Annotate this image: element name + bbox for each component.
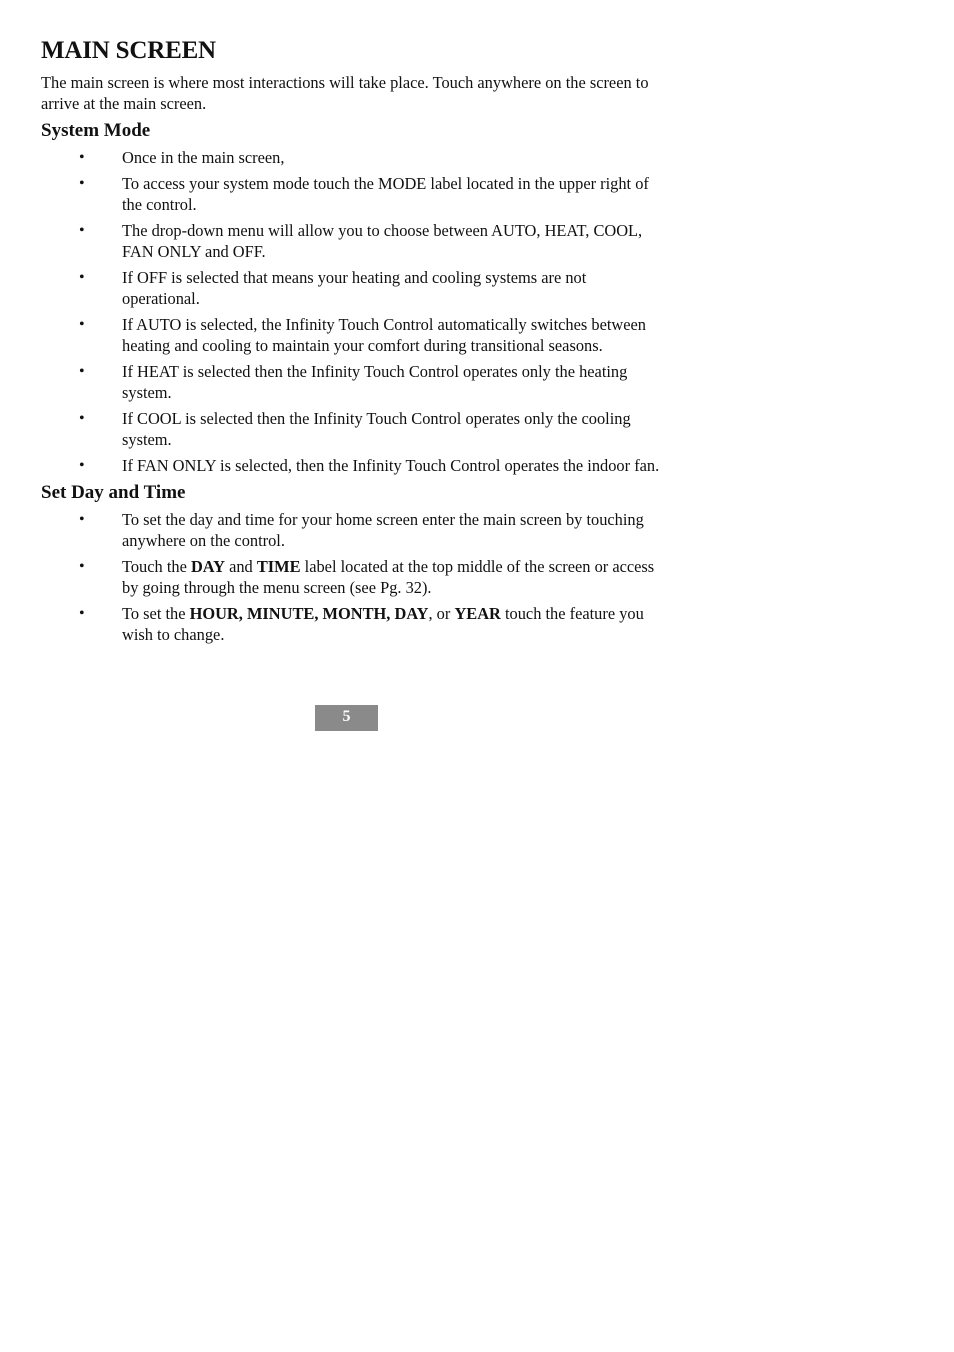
list-item-text: To set the day and time for your home screen enter the main screen by touching anywhere on the control. bbox=[122, 510, 644, 550]
list-item bbox=[41, 267, 661, 309]
list-item-text: If COOL is selected then the Infinity Touch Control operates only the cooling system. bbox=[122, 409, 631, 449]
list-item bbox=[41, 408, 661, 450]
intro-paragraph: The main screen is where most interactions will take place. Touch anywhere on the screen to arrive at the main screen. bbox=[41, 73, 649, 113]
list-item bbox=[41, 455, 661, 476]
list-item-text bbox=[122, 557, 654, 597]
bold-time: TIME bbox=[256, 557, 301, 576]
system-mode-list bbox=[41, 147, 661, 476]
bullet-icon: • bbox=[79, 316, 85, 333]
list-item bbox=[41, 173, 661, 215]
text-run: label located at the top middle of the screen or access by going through the menu screen (see Pg. 32). bbox=[122, 557, 655, 597]
text-run: Touch the bbox=[122, 557, 191, 576]
bold-fields: HOUR, MINUTE, MONTH, DAY bbox=[189, 604, 429, 623]
list-item-text: If AUTO is selected, the Infinity Touch Control automatically switches between heating and cooling to maintain your comfort during transitional seasons. bbox=[122, 315, 646, 355]
bullet-icon: • bbox=[79, 269, 85, 286]
text-run: , or bbox=[428, 604, 455, 623]
list-item bbox=[41, 556, 661, 598]
bullet-icon: • bbox=[79, 605, 85, 622]
set-day-time-list bbox=[41, 509, 661, 645]
bold-year: YEAR bbox=[454, 604, 501, 623]
section-heading-system-mode: System Mode bbox=[41, 120, 151, 141]
bullet-icon: • bbox=[79, 175, 85, 192]
page-number-badge: 5 bbox=[315, 705, 378, 731]
document-page bbox=[41, 36, 661, 650]
list-item-text: The drop-down menu will allow you to choose between AUTO, HEAT, COOL, FAN ONLY and OFF. bbox=[122, 221, 643, 261]
list-item-text bbox=[122, 604, 644, 644]
list-item-text: Once in the main screen, bbox=[122, 148, 285, 167]
bullet-icon: • bbox=[79, 511, 85, 528]
section-heading-set-day-time: Set Day and Time bbox=[41, 482, 186, 503]
list-item-text: If FAN ONLY is selected, then the Infinity Touch Control operates the indoor fan. bbox=[122, 456, 660, 475]
text-run: To set the bbox=[122, 604, 190, 623]
bold-day: DAY bbox=[190, 557, 225, 576]
bullet-icon: • bbox=[79, 149, 85, 166]
bullet-icon: • bbox=[79, 558, 85, 575]
list-item-text: If HEAT is selected then the Infinity Touch Control operates only the heating system. bbox=[122, 362, 628, 402]
bullet-icon: • bbox=[79, 363, 85, 380]
list-item bbox=[41, 509, 661, 551]
bullet-icon: • bbox=[79, 457, 85, 474]
text-run: touch the feature you wish to change. bbox=[122, 604, 644, 644]
list-item bbox=[41, 361, 661, 403]
list-item bbox=[41, 314, 661, 356]
list-item bbox=[41, 220, 661, 262]
list-item bbox=[41, 603, 661, 645]
list-item-text: If OFF is selected that means your heating and cooling systems are not operational. bbox=[122, 268, 587, 308]
text-run: and bbox=[224, 557, 257, 576]
bullet-icon: • bbox=[79, 222, 85, 239]
bullet-icon: • bbox=[79, 410, 85, 427]
list-item bbox=[41, 147, 661, 168]
list-item-text: To access your system mode touch the MODE label located in the upper right of the control. bbox=[122, 174, 649, 214]
page-title: MAIN SCREEN bbox=[41, 37, 216, 64]
